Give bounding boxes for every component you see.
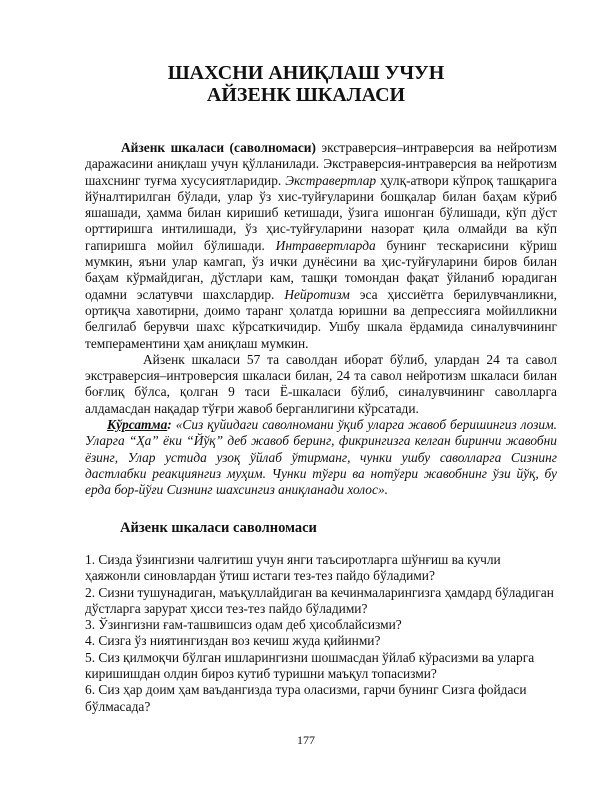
question-item: 3. Ўзингизни ғам-ташвишсиз одам деб ҳисоблайсизми? xyxy=(85,617,402,633)
body-text xyxy=(85,140,557,499)
question-item: 5. Сиз қилмоқчи бўлган ишларингизни шошмасдан ўйлаб кўрасизми ва уларга киришишдан олдин бироз кутиб туришни маъқул топасизми? xyxy=(85,649,535,682)
instruction-paragraph xyxy=(85,417,557,498)
question-item: 2. Сизни тушунадиган, маъқуллайдиган ва кечинмаларингизга ҳамдард бўладиган дўстларга зарурат ҳисси тез-тез пайдо бўладими? xyxy=(85,584,554,616)
term-extraverts: Экстравертлар xyxy=(285,172,377,188)
page-title-line1: ШАХСНИ АНИҚЛАШ УЧУН xyxy=(167,62,445,84)
intro-lead: Айзенк шкаласи (саволномаси) xyxy=(121,140,316,155)
page-title-line2: АЙЗЕНК ШКАЛАСИ xyxy=(206,84,406,106)
questionnaire-heading: Айзенк шкаласи саволномаси xyxy=(120,520,317,536)
instruction-text: «Сиз қуйидаги саволномани ўқиб уларга жавоб беришингиз лозим. Уларга “Ҳа” ёки “Йўқ” деб жавоб беринг, фикрингизга келган биринчи жавобни ёзинг, Улар устида узоқ ўйлаб ўтирманг, чунки ушбу саволларга Сизнинг дастлабки реакциянгиз муҳим. Чунки тўғри ва нотўғри жавобнинг ўзи йўқ, бу ерда бор-йўғи Сизнинг шахсингиз аниқланади холос». xyxy=(85,417,557,498)
intro-paragraph xyxy=(85,140,557,352)
scale-description-paragraph: Айзенк шкаласи 57 та саволдан иборат бўлиб, улардан 24 та савол экстраверсия–интроверсия шкаласи билан, 24 та савол нейротизм шкаласи билан боғлиқ бўлса, қолган 9 таси Ё-шкаласи бўлиб, синалувчининг саволларга алдамасдан нақадар тўғри жавоб берганлигини кўрсатади. xyxy=(85,351,557,416)
question-list xyxy=(85,552,557,715)
term-introverts: Интравертларда xyxy=(275,237,376,253)
page-number: 177 xyxy=(297,733,315,747)
intro-sentence-2: ҳулқ-атвори кўпроқ ташқарига йўналтирилган бўлади, улар ўз хис-туйғуларини бошқалар билан баҳам кўриб яшашади, ҳамма билан киришиб кетишади, ўзига ишонган бўлишади, кўп дўст орттиришга интилишади, ўз ҳис-туйғуларини назорат қила олмайди ва кўп гапиришга мойил бўлишади. xyxy=(85,172,557,253)
instruction-label: Кўрсатма xyxy=(107,417,168,433)
intro-sentence-4: эса ҳиссиётга берилувчанликни, ортиқча хавотирни, доимо таранг ҳолатда юришни ва депрессияга мойилликни белгилаб берувчи шахс кўрсаткичидир. Ушбу шкала ёрдамида синалувчининг темпераментини ҳам аниқлаш мумкин. xyxy=(85,286,557,351)
instruction-colon: : xyxy=(167,417,172,433)
question-item: 6. Сиз ҳар доим ҳам ваъдангизда тура оласизми, гарчи бунинг Сизга фойдаси бўлмасада? xyxy=(85,682,527,714)
question-item: 1. Сизда ўзингизни чалғитиш учун янги таъсиротларга шўнғиш ва кучли ҳаяжонли синовлардан ўтиш истаги тез-тез пайдо бўладими? xyxy=(85,552,501,584)
intro-sentence-3: бунинг тескарисини кўриш мумкин, яъни улар камгап, ўз ички дунёсини ва ҳис-туйғуларини биров билан баҳам кўрмайдиган, дўстлари кам, ташқи томондан фақат ўйланиб юрадиган одамни эслатувчи шахслардир. xyxy=(85,237,557,302)
question-item: 4. Сизга ўз ниятингиздан воз кечиш жуда қийинми? xyxy=(85,633,381,649)
intro-sentence-1: экстраверсия–интраверсия ва нейротизм даражасини аниқлаш учун қўлланилади. Экстраверсия-интраверсия ва нейротизм шахснинг туғма хусусиятларидир. xyxy=(85,140,558,188)
term-neuroticism: Нейротизм xyxy=(284,286,350,302)
